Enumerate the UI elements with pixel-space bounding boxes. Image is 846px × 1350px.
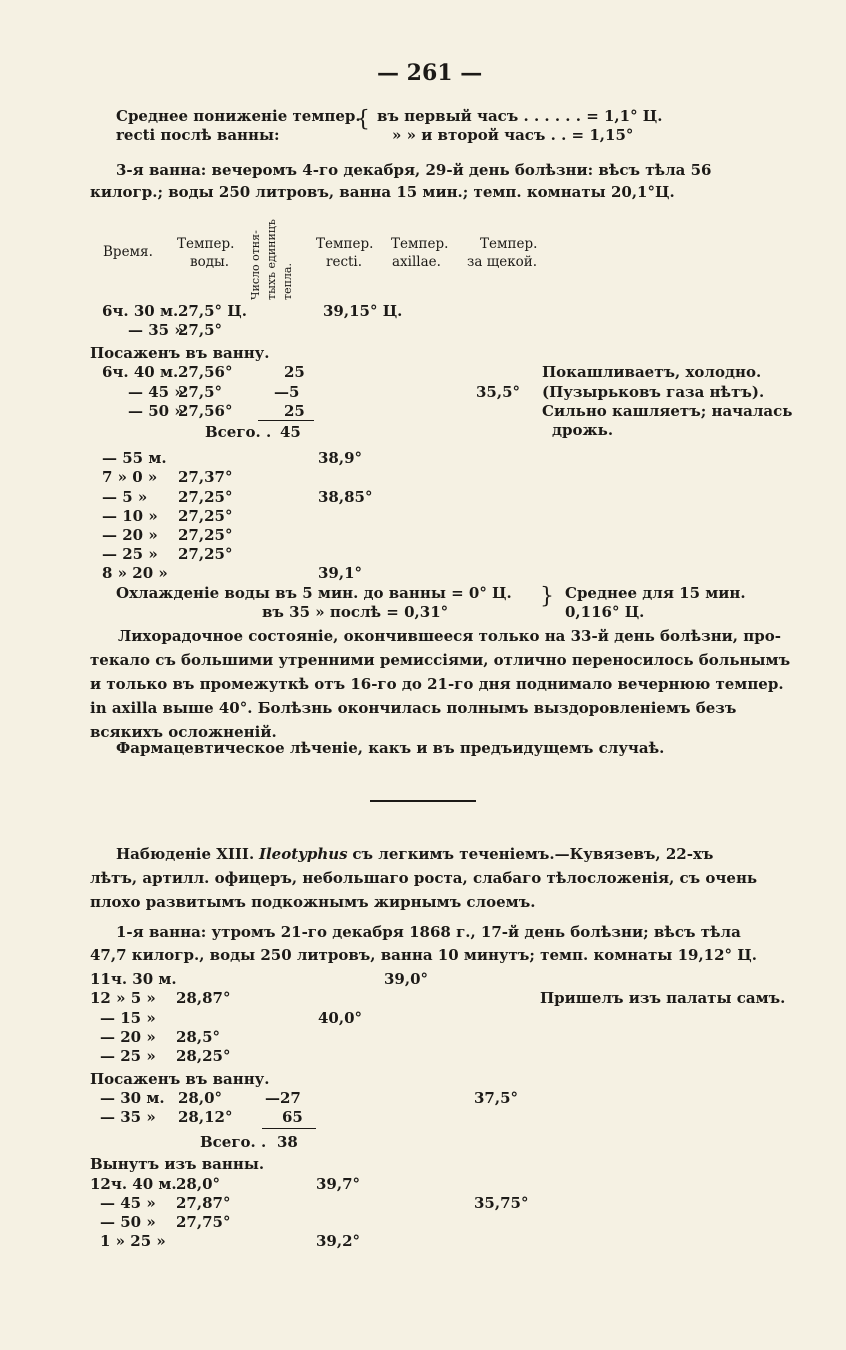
header-units-2: тыхъ единицъ bbox=[265, 219, 278, 300]
bath3-row-water: 27,5° bbox=[178, 321, 223, 339]
bath1-row-recti: 40,0° bbox=[318, 1009, 363, 1027]
bath1-row-water: 27,87° bbox=[176, 1194, 231, 1212]
brace-symbol: { bbox=[356, 107, 370, 132]
bath1-intro-1: 1-я ванна: утромъ 21-го декабря 1868 г., 17-й день болѣзни; вѣсъ тѣла bbox=[116, 923, 741, 941]
bath3-row-time: 7 » 0 » bbox=[102, 468, 158, 486]
header-cheek-2: за щекой. bbox=[467, 254, 538, 270]
bath3-cooling-2: въ 35 » послѣ = 0,31° bbox=[262, 603, 449, 621]
bath1-total-label: Всего. . bbox=[200, 1133, 267, 1151]
bath3-row-time: — 55 м. bbox=[102, 449, 167, 467]
observation-diagnosis: Ileotyphus bbox=[258, 845, 348, 863]
bath1-row-time: 12ч. 40 м. bbox=[90, 1175, 177, 1193]
bath1-row-axill: 39,0° bbox=[384, 970, 429, 988]
header-units-3: тепла. bbox=[281, 263, 294, 300]
bath3-row-time: — 35 » bbox=[128, 321, 184, 339]
paragraph-line: текало съ большими утренними ремиссіями, отлично переносилось больнымъ bbox=[90, 651, 791, 669]
bath1-row-time: — 20 » bbox=[100, 1028, 156, 1046]
bath1-row-time: — 35 » bbox=[100, 1108, 156, 1126]
bath3-row-units: —5 bbox=[274, 383, 300, 401]
bath3-row-water: 27,25° bbox=[178, 526, 233, 544]
header-axill-1: Темпер. bbox=[391, 236, 449, 252]
summary-row-2: » » и второй часъ . . = 1,15° bbox=[392, 126, 634, 144]
bath1-row-water: 28,25° bbox=[176, 1047, 231, 1065]
bath3-row-time: 6ч. 30 м. bbox=[102, 302, 179, 320]
paragraph-course bbox=[90, 624, 791, 744]
header-axill-2: axillae. bbox=[392, 254, 441, 270]
bath1-row-axill: 35,75° bbox=[474, 1194, 529, 1212]
bath1-row-time: — 45 » bbox=[100, 1194, 156, 1212]
bath3-avg-1: Среднее для 15 мин. bbox=[565, 584, 746, 602]
bath3-total-value: 45 bbox=[280, 423, 301, 441]
bath1-row-water: 28,12° bbox=[178, 1108, 233, 1126]
bath3-row-recti: 39,1° bbox=[318, 564, 363, 582]
bath3-row-units: 25 bbox=[284, 363, 305, 381]
bath3-intro-2: килогр.; воды 250 литровъ, ванна 15 мин.; темп. комнаты 20,1°Ц. bbox=[90, 183, 675, 201]
header-water-1: Темпер. bbox=[177, 236, 235, 252]
bath3-row-axill: 35,5° bbox=[476, 383, 521, 401]
bath3-row-recti: 38,85° bbox=[318, 488, 373, 506]
paragraph-line: всякихъ осложненій. bbox=[90, 723, 277, 741]
bath1-removed: Вынутъ изъ ванны. bbox=[90, 1155, 265, 1173]
bath1-row-time: — 25 » bbox=[100, 1047, 156, 1065]
brace-symbol: } bbox=[540, 584, 554, 609]
bath1-row-time: — 50 » bbox=[100, 1213, 156, 1231]
bath3-row-time: — 45 » bbox=[128, 383, 184, 401]
bath3-note: Покашливаетъ, холодно. bbox=[542, 363, 762, 381]
section-divider bbox=[370, 800, 476, 802]
bath3-row-time: — 10 » bbox=[102, 507, 158, 525]
bath1-row-water: 28,5° bbox=[176, 1028, 221, 1046]
bath3-row-water: 27,5° bbox=[178, 383, 223, 401]
bath3-note: Сильно кашляетъ; началась bbox=[542, 402, 793, 420]
bath3-row-time: — 25 » bbox=[102, 545, 158, 563]
bath1-row-units: —27 bbox=[265, 1089, 301, 1107]
bath3-total-label: Всего. . bbox=[205, 423, 272, 441]
header-recti-2: recti. bbox=[326, 254, 363, 270]
observation-line-3: плохо развитымъ подкожнымъ жирнымъ слоемъ. bbox=[90, 893, 536, 911]
bath1-row-time: — 30 м. bbox=[100, 1089, 165, 1107]
paragraph-line: Лихорадочное состояніе, окончившееся только на 33-й день болѣзни, про- bbox=[118, 627, 781, 645]
bath3-avg-2: 0,116° Ц. bbox=[565, 603, 645, 621]
observation-title-line bbox=[116, 846, 713, 863]
bath1-row-water: 28,0° bbox=[178, 1089, 223, 1107]
bath3-row-water: 27,25° bbox=[178, 488, 233, 506]
observation-heading: Набюденіе XIII. bbox=[116, 845, 255, 863]
bath3-note: (Пузырьковъ газа нѣтъ). bbox=[542, 383, 765, 401]
bath1-row-units: 65 bbox=[282, 1108, 303, 1126]
summary-label-1: Среднее пониженіе темпер. bbox=[116, 107, 361, 125]
header-recti-1: Темпер. bbox=[316, 236, 374, 252]
sum-line bbox=[258, 420, 314, 421]
summary-label-2: recti послѣ ванны: bbox=[116, 126, 280, 144]
bath1-row-time: 1 » 25 » bbox=[100, 1232, 166, 1250]
bath1-total-value: 38 bbox=[277, 1133, 298, 1151]
bath3-row-water: 27,56° bbox=[178, 363, 233, 381]
bath1-row-water: 28,87° bbox=[176, 989, 231, 1007]
bath1-row-axill: 37,5° bbox=[474, 1089, 519, 1107]
bath3-row-units: 25 bbox=[284, 402, 305, 420]
bath3-row-water: 27,56° bbox=[178, 402, 233, 420]
bath1-row-time: 11ч. 30 м. bbox=[90, 970, 177, 988]
header-water-2: воды. bbox=[190, 254, 230, 270]
bath3-row-water: 27,37° bbox=[178, 468, 233, 486]
bath3-intro-1: 3-я ванна: вечеромъ 4-го декабря, 29-й день болѣзни: вѣсъ тѣла 56 bbox=[116, 161, 712, 179]
bath3-row-time: — 5 » bbox=[102, 488, 148, 506]
bath3-seated: Посаженъ въ ванну. bbox=[90, 344, 270, 362]
bath3-row-water: 27,25° bbox=[178, 545, 233, 563]
bath1-row-time: 12 » 5 » bbox=[90, 989, 156, 1007]
observation-line-2: лѣтъ, артилл. офицеръ, небольшаго роста, слабаго тѣлосложенія, съ очень bbox=[90, 869, 758, 887]
paragraph-line: и только въ промежуткѣ отъ 16-го до 21-го дня поднимало вечернюю темпер. bbox=[90, 675, 784, 693]
paragraph-treatment: Фармацевтическое лѣченіе, какъ и въ предъидущемъ случаѣ. bbox=[116, 739, 665, 757]
bath1-seated: Посаженъ въ ванну. bbox=[90, 1070, 270, 1088]
header-cheek-1: Темпер. bbox=[480, 236, 538, 252]
header-time: Время. bbox=[103, 244, 153, 260]
observation-line-1-rest: съ легкимъ теченіемъ.—Кувязевъ, 22-хъ bbox=[352, 845, 714, 863]
bath1-row-recti: 39,2° bbox=[316, 1232, 361, 1250]
bath1-note: Пришелъ изъ палаты самъ. bbox=[540, 989, 786, 1007]
bath3-row-time: — 50 » bbox=[128, 402, 184, 420]
bath3-row-time: — 20 » bbox=[102, 526, 158, 544]
bath3-row-water: 27,5° Ц. bbox=[178, 302, 247, 320]
bath1-row-water: 27,75° bbox=[176, 1213, 231, 1231]
paragraph-line: in axilla выше 40°. Болѣзнь окончилась полнымъ выздоровленіемъ безъ bbox=[90, 699, 737, 717]
bath1-row-water: 28,0° bbox=[176, 1175, 221, 1193]
bath3-row-recti: 38,9° bbox=[318, 449, 363, 467]
bath3-row-time: 6ч. 40 м. bbox=[102, 363, 179, 381]
summary-row-1: въ первый часъ . . . . . . = 1,1° Ц. bbox=[377, 107, 663, 125]
sum-line bbox=[262, 1128, 316, 1129]
bath1-row-time: — 15 » bbox=[100, 1009, 156, 1027]
header-units-1: Число отня- bbox=[249, 230, 262, 300]
bath1-row-recti: 39,7° bbox=[316, 1175, 361, 1193]
page-number: — 261 — bbox=[377, 60, 483, 86]
bath3-row-water: 27,25° bbox=[178, 507, 233, 525]
bath3-row-time: 8 » 20 » bbox=[102, 564, 168, 582]
bath3-cooling-1: Охлажденіе воды въ 5 мин. до ванны = 0° Ц. bbox=[116, 584, 512, 602]
bath1-intro-2: 47,7 килогр., воды 250 литровъ, ванна 10 минутъ; темп. комнаты 19,12° Ц. bbox=[90, 946, 757, 964]
bath3-row-recti: 39,15° Ц. bbox=[323, 302, 403, 320]
bath3-note: дрожь. bbox=[552, 421, 614, 439]
